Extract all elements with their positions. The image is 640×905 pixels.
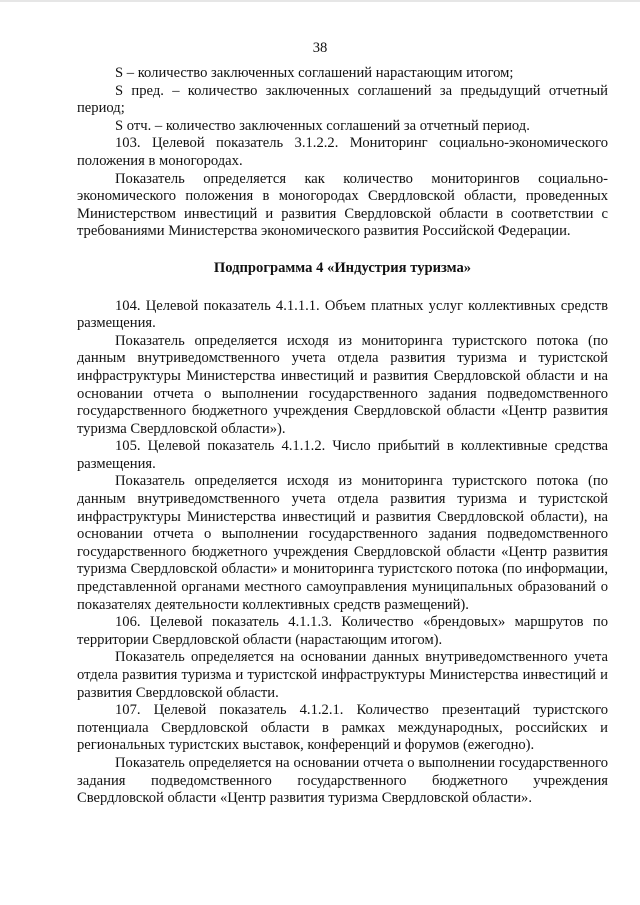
paragraph-indicator-107: 107. Целевой показатель 4.1.2.1. Количество презентаций туристского потенциала Свердловской области в рамках международных, российских и региональных туристских выставок, конференций и форумов (ежегодно).: [77, 702, 608, 754]
paragraph-indicator-106-method: Показатель определяется на основании данных внутриведомственного учета отдела развития туризма и туристской инфраструктуры Министерства инвестиций и развития Свердловской области.: [77, 649, 608, 701]
section-heading: Подпрограмма 4 «Индустрия туризма»: [213, 259, 472, 276]
paragraph-s-definition: S – количество заключенных соглашений нарастающим итогом;: [115, 65, 514, 81]
paragraph-indicator-104-method: Показатель определяется исходя из мониторинга туристского потока (по данным внутриведомственного учета отдела развития туризма и туристской инфраструктуры Министерства инвестиций и развития Свердловской области и на основании отчета о выполнении государственного задания подведомственного государственного бюджетного учреждения Свердловской области «Центр развития туризма Свердловской области»).: [77, 332, 608, 437]
paragraph-indicator-103: 103. Целевой показатель 3.1.2.2. Мониторинг социально-экономического положения в моногородах.: [77, 135, 608, 169]
page-number: 38: [312, 40, 328, 56]
paragraph-s-prev-definition: S пред. – количество заключенных соглашений за предыдущий отчетный период;: [77, 82, 608, 117]
document-body: [77, 65, 608, 808]
scan-edge: [0, 0, 640, 2]
paragraph-indicator-106: 106. Целевой показатель 4.1.1.3. Количество «брендовых» маршрутов по территории Свердловской области (нарастающим итогом).: [77, 614, 608, 648]
paragraph-indicator-104: 104. Целевой показатель 4.1.1.1. Объем платных услуг коллективных средств размещения.: [77, 297, 608, 332]
paragraph-indicator-107-method: Показатель определяется на основании отчета о выполнении государственного задания подведомственного государственного бюджетного учреждения Свердловской области «Центр развития туризма Свердловской области».: [77, 754, 608, 807]
paragraph-indicator-105: 105. Целевой показатель 4.1.1.2. Число прибытий в коллективные средства размещения.: [77, 438, 608, 472]
paragraph-indicator-103-method: Показатель определяется как количество мониторингов социально-экономического положения в моногородах Свердловской области, проведенных Министерством инвестиций и развития Свердловской области в соответствии с требованиями Министерства экономического развития Российской Федерации.: [77, 170, 608, 240]
paragraph-s-report-definition: S отч. – количество заключенных соглашений за отчетный период.: [115, 117, 530, 134]
paragraph-indicator-105-method: Показатель определяется исходя из мониторинга туристского потока (по данным внутриведомственного учета отдела развития туризма и туристской инфраструктуры Министерства инвестиций и развития Свердловской области), на основании отчета о выполнении государственного задания подведомственного государственного бюджетного учреждения Свердловской области «Центр развития туризма Свердловской области» и мониторинга туристского потока (по информации, представленной органами местного самоуправления муниципальных образований о показателях деятельности коллективных средств размещений).: [77, 473, 608, 613]
